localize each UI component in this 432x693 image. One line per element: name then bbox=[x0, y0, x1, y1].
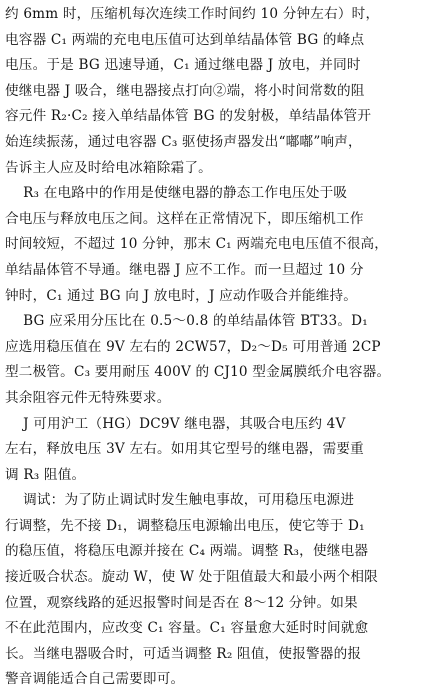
paragraph-debugging: 调试：为了防止调试时发生触电事故，可用稳压电源进 行调整，先不接 D₁，调整稳压电源输出电压，使它等于 D₁ 的稳压值，将稳压电源并接在 C₄ 两端。调整 R₃，使继电器 接近吸合状态。旋动 W，使 W 处于阻值最大和最小两个相限 位置，观察线路的延迟报警时间是否在 8～12 分钟。如果 不在此范围内，应改变 C₁ 容量。C₁ 容量愈大延时时间就愈 长。当继电器吸合时，可适当调整 R₂ 阻值，使报警器的报 警音调能适合自己需要即可。 bbox=[5, 492, 378, 688]
article-body bbox=[5, 2, 426, 693]
paragraph-alarm-trigger: 约 6mm 时，压缩机每次连续工作时间约 10 分钟左右）时， 电容器 C₁ 两端的充电电压值可达到单结晶体管 BG 的峰点 电压。于是 BG 迅速导通，C₁ 通过继电器 J 放电，并同时 使继电器 J 吸合，继电器接点打向②端，将小时间常数的阻 容元件 R₂·C₂ 接入单结晶体管 BG 的发射极，单结晶体管开 始连续振荡，通过电容器 C₃ 驱使扬声器发出“嘟嘟”响声， 告诉主人应及时给电冰箱除霜了。 bbox=[5, 6, 380, 176]
paragraph-relay: J 可用沪工（HG）DC9V 继电器，其吸合电压约 4V 左右，释放电压 3V 左右。如用其它型号的继电器，需要重 调 R₃ 阻值。 bbox=[5, 415, 364, 483]
paragraph-components: BG 应采用分压比在 0.5～0.8 的单结晶体管 BT33。D₁ 应选用稳压值在 9V 左右的 2CW57，D₂～D₅ 可用普通 2CP 型二极管。C₃ 要用耐压 400V 的 CJ10 型金属膜纸介电容器。 其余阻容元件无特殊要求。 bbox=[5, 313, 391, 406]
paragraph-r3-role: R₃ 在电路中的作用是使继电器的静态工作电压处于吸 合电压与释放电压之间。这样在正常情况下，即压缩机工作 时间较短，不超过 10 分钟，那末 C₁ 两端充电电压值不很高， 单结晶体管不导通。继电器 J 应不工作。而一旦超过 10 分 钟时，C₁ 通过 BG 向 J 放电时，J 应动作吸合并能维持。 bbox=[5, 185, 389, 304]
